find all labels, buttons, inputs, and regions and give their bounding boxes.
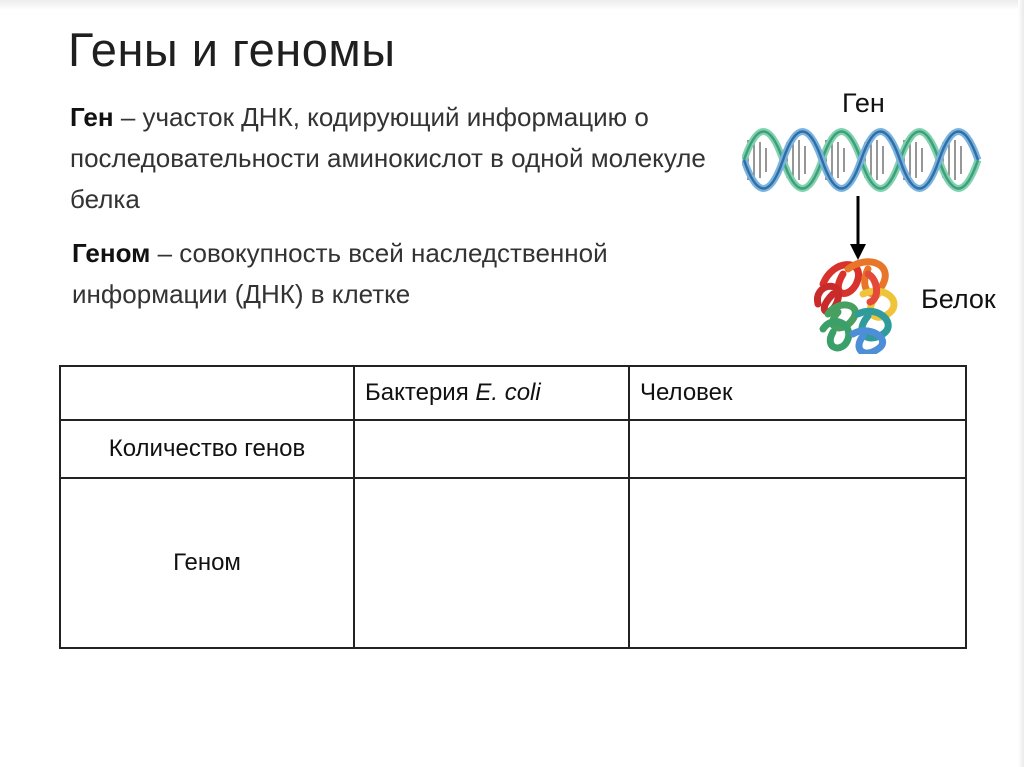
table-corner-cell (60, 366, 354, 420)
row-label-genome: Геном (60, 478, 354, 648)
gene-term: Ген (70, 102, 114, 132)
cell-human-genome (629, 478, 966, 648)
table-header-row (60, 366, 966, 420)
down-arrow-icon (846, 196, 870, 262)
cell-ecoli-genome (354, 478, 629, 648)
slide-edge-right (1018, 0, 1024, 767)
gene-label: Ген (842, 88, 885, 118)
genome-definition (72, 233, 732, 315)
column-header-ecoli-prefix: Бактерия (365, 379, 476, 406)
column-header-ecoli-species: E. coli (475, 379, 541, 406)
protein-label: Белок (921, 284, 996, 314)
gene-definition-text: – участок ДНК, кодирующий информацию о последовательности аминокислот в одной молекуле белка (70, 102, 706, 214)
page-title: Гены и геномы (68, 23, 396, 76)
genome-definition-text: – совокупность всей наследственной информации (ДНК) в клетке (72, 238, 608, 309)
table-row (60, 478, 966, 648)
comparison-table (59, 365, 967, 649)
slide-edge-top (0, 0, 1024, 10)
cell-ecoli-gene-count (354, 420, 629, 478)
table-row (60, 420, 966, 478)
gene-definition (70, 97, 740, 220)
row-label-gene-count: Количество генов (60, 420, 354, 478)
genome-term: Геном (72, 238, 151, 268)
cell-human-gene-count (629, 420, 966, 478)
protein-structure-icon (808, 254, 908, 354)
column-header-ecoli (354, 366, 629, 420)
dna-helix-icon (742, 126, 982, 194)
column-header-human: Человек (629, 366, 966, 420)
